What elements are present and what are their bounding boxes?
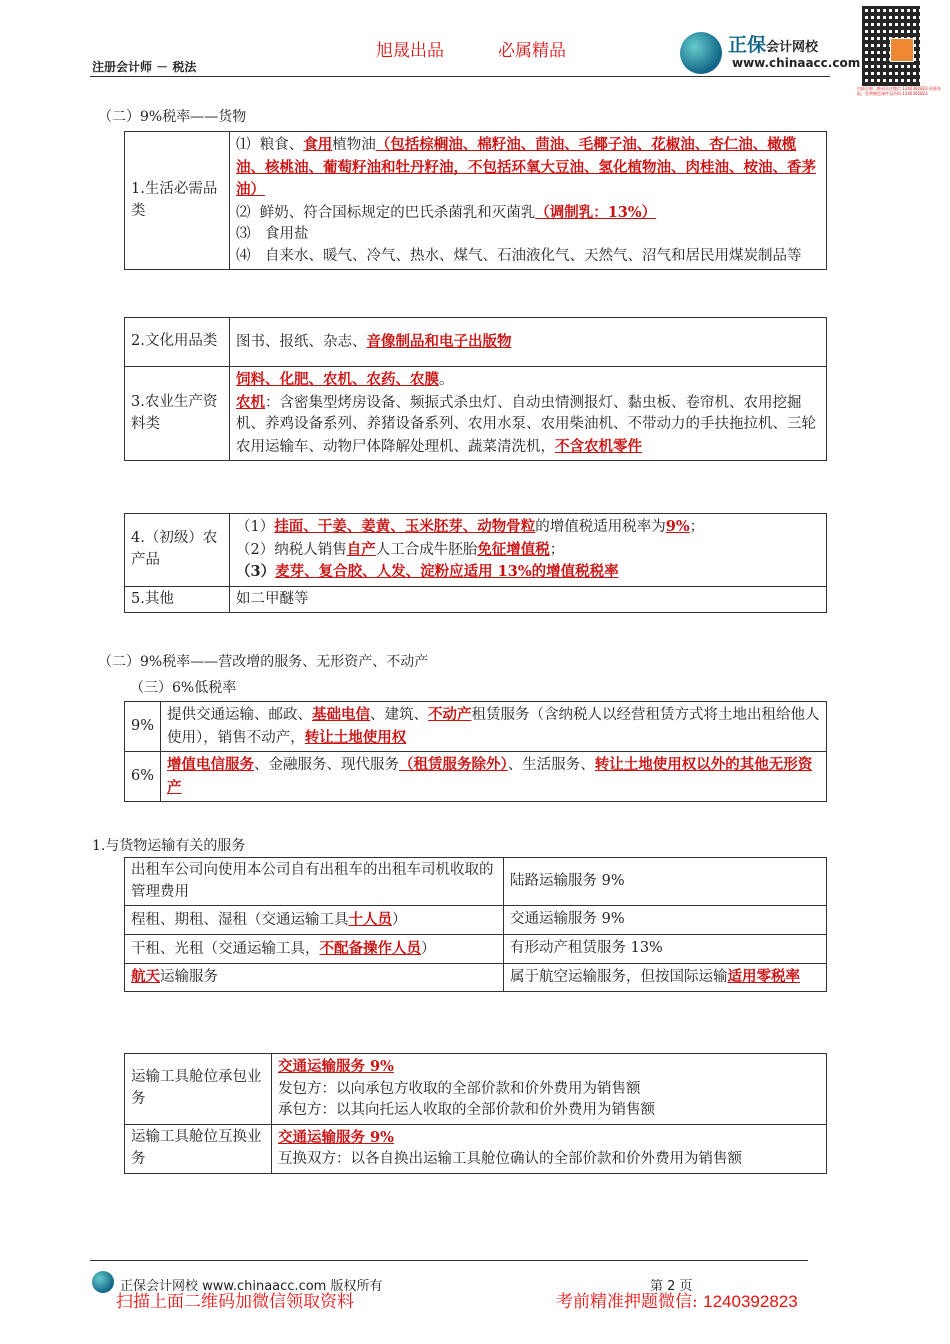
qr-badge-icon xyxy=(890,38,914,62)
footer-copyright: 正保会计网校 www.chinaacc.com 版权所有 xyxy=(120,1279,383,1294)
list-item: （2）纳税人销售自产人工合成牛胚胎免征增值税； xyxy=(236,540,565,558)
logo-emblem-icon xyxy=(680,32,722,74)
table-row xyxy=(125,514,827,587)
list-item: （3）麦芽、复合胶、人发、淀粉应适用 13%的增值税税率 xyxy=(236,563,619,580)
service-desc: 干租、光租（交通运输工具，不配备操作人员） xyxy=(125,935,504,964)
goods-table-2 xyxy=(124,317,827,461)
table-row xyxy=(125,1124,827,1173)
section-title-services: （二）9%税率——营改增的服务、无形资产、不动产 xyxy=(98,654,429,670)
footer-logo-icon xyxy=(92,1271,114,1293)
table-row xyxy=(125,318,827,367)
section-title-goods: （二）9%税率——货物 xyxy=(98,109,247,125)
business-content: 交通运输服务 9% 发包方：以向承包方收取的全部价款和价外费用为销售额 承包方：以其向托运人收取的全部价款和价外费用为销售额 xyxy=(272,1054,827,1125)
goods-table-1 xyxy=(124,131,827,270)
service-desc: 出租车公司向使用本公司自有出租车的出租车司机收取的管理费用 xyxy=(125,858,504,906)
category-content xyxy=(230,514,827,587)
logo-url: www.chinaacc.com xyxy=(732,56,861,70)
table-row xyxy=(125,586,827,613)
table-row xyxy=(125,367,827,461)
category-content: 饲料、化肥、农机、农药、农膜。 农机：含密集型烤房设备、频振式杀虫灯、自动虫情测报灯、黏虫板、卷帘机、农用挖掘机、养鸡设备系列、养猪设备系列、农用水泵、农用柴油机、不带动力的手扶拖拉机、三轮农用运输车、动物尸体降解处理机、蔬菜清洗机，不含农机零件 xyxy=(230,367,827,461)
promo-left: 扫描上面二维码加微信领取资料 xyxy=(116,1292,354,1312)
list-item: ⑷ 自来水、暖气、冷气、热水、煤气、石油液化气、天然气、沼气和居民用煤炭制品等 xyxy=(236,247,802,264)
service-desc: 航天运输服务 xyxy=(125,964,504,992)
rate-content: 提供交通运输、邮政、基础电信、建筑、不动产租赁服务（含纳税人以经营租赁方式将土地出租给他人使用），销售不动产，转让土地使用权 xyxy=(161,702,827,752)
business-label: 运输工具舱位互换业务 xyxy=(125,1124,272,1173)
service-class: 陆路运输服务 9% xyxy=(504,858,827,906)
header-divider xyxy=(90,76,830,77)
transport-table xyxy=(124,857,827,992)
service-class: 属于航空运输服务，但按国际运输适用零税率 xyxy=(504,964,827,992)
rate-label: 6% xyxy=(125,752,161,802)
table-row xyxy=(125,935,827,964)
table-row xyxy=(125,964,827,992)
category-label: 4.（初级）农产品 xyxy=(125,514,230,587)
logo-name: 正保会计网校 xyxy=(728,34,819,56)
table-row xyxy=(125,752,827,802)
course-title: 注册会计师 － 税法 xyxy=(92,60,197,74)
category-label: 3.农业生产资料类 xyxy=(125,367,230,461)
page-number: 第 2 页 xyxy=(650,1279,693,1294)
section-title-transport: 1.与货物运输有关的服务 xyxy=(92,838,246,854)
category-content xyxy=(230,132,827,270)
rate-label: 9% xyxy=(125,702,161,752)
list-item: ⑶ 食用盐 xyxy=(236,226,309,242)
chinaacc-logo xyxy=(680,30,860,76)
header-slogan-left: 旭晟出品 xyxy=(376,41,444,61)
cabin-table xyxy=(124,1053,827,1174)
category-label: 2.文化用品类 xyxy=(125,318,230,367)
category-label: 5.其他 xyxy=(125,586,230,613)
service-class: 交通运输服务 9% xyxy=(504,906,827,935)
service-desc: 程租、期租、湿租（交通运输工具十人员） xyxy=(125,906,504,935)
rate-table xyxy=(124,701,827,802)
business-label: 运输工具舱位承包业务 xyxy=(125,1054,272,1125)
list-item: ⑵ 鲜奶、符合国标规定的巴氏杀菌乳和灭菌乳（调制乳：13%） xyxy=(236,203,657,221)
section-title-low-rate: （三）6%低税率 xyxy=(130,680,237,696)
table-row xyxy=(125,858,827,906)
footer-divider xyxy=(90,1260,808,1261)
table-row xyxy=(125,906,827,935)
table-row xyxy=(125,132,827,270)
category-content: 图书、报纸、杂志、音像制品和电子出版物 xyxy=(230,318,827,367)
rate-content: 增值电信服务、金融服务、现代服务（租赁服务除外）、生活服务、转让土地使用权以外的其他无形资产 xyxy=(161,752,827,802)
list-item: （1）挂面、干姜、姜黄、玉米胚芽、动物骨粒的增值税适用税率为9%； xyxy=(236,518,705,535)
list-item: ⑴ 粮食、食用植物油（包括棕榈油、棉籽油、茴油、毛椰子油、花椒油、杏仁油、橄榄油、核桃油、葡萄籽油和牡丹籽油，不包括环氧大豆油、氢化植物油、肉桂油、桉油、香茅油） xyxy=(236,136,816,198)
category-content: 如二甲醚等 xyxy=(230,586,827,613)
header-slogan-right: 必属精品 xyxy=(498,41,566,61)
service-class: 有形动产租赁服务 13% xyxy=(504,935,827,964)
promo-right: 考前精准押题微信: 1240392823 xyxy=(556,1292,798,1312)
table-row xyxy=(125,1054,827,1125)
qr-note: 扫描左侧二维码关注微信 1240392823 资源获取，免费赠送课件及资料 1240392823 xyxy=(857,86,941,96)
category-label: 1.生活必需品类 xyxy=(125,132,230,270)
goods-table-3 xyxy=(124,513,827,613)
table-row xyxy=(125,702,827,752)
business-content: 交通运输服务 9% 互换双方：以各自换出运输工具舱位确认的全部价款和价外费用为销售额 xyxy=(272,1124,827,1173)
